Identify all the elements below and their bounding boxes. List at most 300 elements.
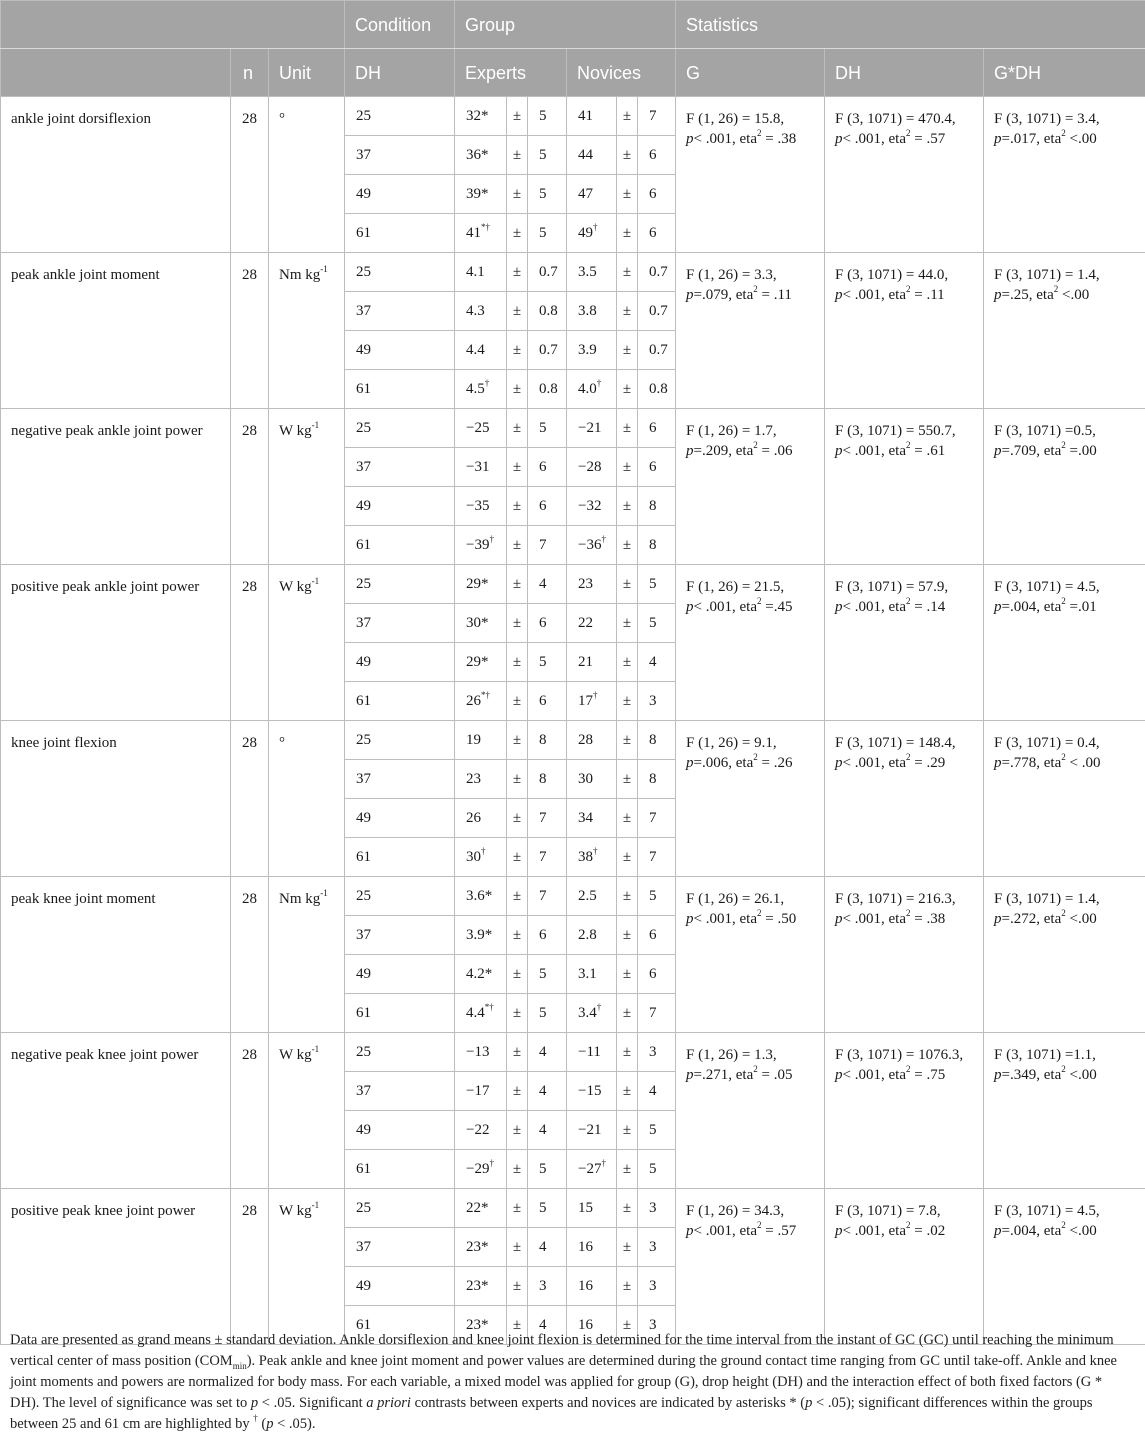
novices-pm: ± [617,136,638,175]
novices-sd: 3 [638,1189,676,1228]
experts-mean-value: 23* [466,1239,489,1255]
table-row [1,877,1145,916]
stat-g-sq: 2 [753,284,758,294]
stat-dh-p: p [835,443,843,459]
drop-height: 61 [345,1306,455,1345]
header-experts: Experts [455,49,567,97]
experts-pm: ± [507,994,528,1033]
novices-mean-value: −21 [578,1122,602,1138]
novices-sd: 6 [638,175,676,214]
novices-mean-marker: † [601,534,606,544]
novices-sd: 3 [638,1306,676,1345]
novices-pm: ± [617,1033,638,1072]
stat-g [676,877,825,1033]
experts-mean [455,838,507,877]
stat-dh [825,721,984,877]
novices-mean [567,370,617,409]
stat-gdh [984,1033,1145,1189]
stat-dh [825,1189,984,1345]
stat-dh-eta: = .29 [910,755,946,771]
novices-sd: 8 [638,760,676,799]
novices-mean [567,1033,617,1072]
experts-sd: 5 [528,214,567,253]
experts-mean-value: 29* [466,654,489,670]
novices-mean [567,604,617,643]
stat-dh-f: F (3, 1071) = 1076.3, [835,1047,964,1063]
header-row-2 [1,49,1145,97]
stat-gdh-sq: 2 [1061,128,1066,138]
experts-pm: ± [507,916,528,955]
experts-mean [455,877,507,916]
stat-dh-sq: 2 [905,284,911,294]
experts-pm: ± [507,1189,528,1228]
stat-g-p: p [686,599,694,615]
header-blank [1,1,345,49]
novices-pm: ± [617,526,638,565]
drop-height: 25 [345,1189,455,1228]
novices-mean [567,565,617,604]
experts-mean [455,604,507,643]
experts-mean-value: 4.5 [466,381,485,397]
experts-mean [455,487,507,526]
stat-g-p: p [686,1223,694,1239]
stat-gdh-sq: 2 [1061,440,1066,450]
stat-gdh-sq: 2 [1061,596,1066,606]
stat-dh-p: p [835,287,843,303]
drop-height: 61 [345,994,455,1033]
stat-g [676,1033,825,1189]
novices-mean-value: 23 [578,576,594,592]
experts-sd: 5 [528,409,567,448]
unit-text: Nm kg [279,891,321,907]
stat-g-sq: 2 [756,596,762,606]
experts-pm: ± [507,1267,528,1306]
novices-sd: 5 [638,565,676,604]
novices-sd: 0.7 [638,331,676,370]
novices-sd: 7 [638,838,676,877]
experts-pm: ± [507,370,528,409]
experts-mean-value: 26 [466,693,482,709]
stat-dh-p: p [835,1223,843,1239]
stat-dh-sq: 2 [905,128,911,138]
novices-pm: ± [617,253,638,292]
drop-height: 25 [345,253,455,292]
novices-mean [567,1189,617,1228]
stat-dh-sq: 2 [905,596,911,606]
stat-g-pval: < .001, eta [693,1223,757,1239]
novices-mean [567,682,617,721]
experts-sd: 4 [528,1072,567,1111]
table-footnote: Data are presented as grand means ± standard deviation. Ankle dorsiflexion and knee joint flexion is determined for the time interval from the instant of GC (GC) until reaching the minimum vertical center of mass position $(COM_{min})$. Peak ankle and knee joint moment and power values are determined during the ground contact time ranging from GC until take-off. Ankle and knee joint moments and powers are normalized for body mass. For each variable, a mixed model was applied for group (G), drop height (DH) and the interaction effect of both fixed factors (G * DH). The level of significance was set to p < .05. Significant a priori contrasts between experts and novices are indicated by asterisks * (p < .05); significant differences within the groups between 25 and 61 cm are highlighted by † (p < .05). [10,1332,1117,1432]
novices-mean-value: 28 [578,732,594,748]
stat-gdh-f: F (3, 1071) = 4.5, [994,1203,1100,1219]
table-row [1,253,1145,292]
stat-g-eta: = .57 [761,1223,797,1239]
novices-pm: ± [617,604,638,643]
novices-mean [567,409,617,448]
stat-gdh [984,721,1145,877]
experts-sd: 5 [528,97,567,136]
drop-height: 61 [345,370,455,409]
experts-mean-value: −17 [466,1083,490,1099]
novices-sd: 6 [638,136,676,175]
stat-gdh-eta: <.00 [1065,911,1097,927]
novices-mean-value: 44 [578,147,594,163]
stat-gdh-f: F (3, 1071) = 1.4, [994,267,1100,283]
variable-name: negative peak ankle joint power [1,409,231,565]
stat-gdh-p: p [994,911,1002,927]
sample-size: 28 [231,1033,269,1189]
header-row-1 [1,1,1145,49]
novices-mean-value: 41 [578,108,594,124]
sample-size: 28 [231,877,269,1033]
drop-height: 49 [345,331,455,370]
experts-mean [455,448,507,487]
header-condition: Condition [345,1,455,49]
experts-mean [455,526,507,565]
novices-mean [567,721,617,760]
novices-sd: 5 [638,1111,676,1150]
experts-pm: ± [507,487,528,526]
stat-g-sq: 2 [756,908,762,918]
experts-pm: ± [507,1150,528,1189]
experts-mean [455,370,507,409]
drop-height: 25 [345,409,455,448]
unit-cell [269,1189,345,1345]
stat-g [676,253,825,409]
novices-mean-value: 21 [578,654,594,670]
stat-dh-f: F (3, 1071) = 216.3, [835,891,956,907]
stat-dh-sq: 2 [905,1064,911,1074]
experts-sd: 6 [528,916,567,955]
stat-g-pval: =.006, eta [693,755,754,771]
unit-text: W kg [279,1047,312,1063]
drop-height: 61 [345,1150,455,1189]
header-unit: Unit [269,49,345,97]
stat-g-sq: 2 [756,1220,762,1230]
table-row [1,1189,1145,1228]
drop-height: 49 [345,955,455,994]
experts-mean-value: 30* [466,615,489,631]
experts-mean [455,409,507,448]
drop-height: 49 [345,1267,455,1306]
stat-dh [825,409,984,565]
experts-mean-value: 4.1 [466,264,485,280]
novices-mean-marker: † [593,222,598,232]
experts-mean-value: 32* [466,108,489,124]
novices-sd: 0.7 [638,292,676,331]
drop-height: 49 [345,1111,455,1150]
drop-height: 61 [345,838,455,877]
table-row [1,1033,1145,1072]
stat-gdh-eta: <.00 [1058,287,1090,303]
experts-mean-value: 3.6* [466,888,493,904]
experts-pm: ± [507,1306,528,1345]
novices-mean-marker: † [596,378,602,388]
novices-sd: 3 [638,1228,676,1267]
stat-g [676,721,825,877]
drop-height: 25 [345,721,455,760]
drop-height: 25 [345,877,455,916]
experts-mean [455,175,507,214]
stat-gdh-p: p [994,1067,1002,1083]
drop-height: 37 [345,292,455,331]
novices-sd: 5 [638,877,676,916]
stat-dh-eta: = .61 [910,443,946,459]
experts-sd: 4 [528,1228,567,1267]
experts-mean [455,292,507,331]
stat-g-pval: < .001, eta [693,131,757,147]
novices-mean [567,799,617,838]
variable-name: knee joint flexion [1,721,231,877]
novices-sd: 8 [638,526,676,565]
sample-size: 28 [231,1189,269,1345]
stat-g-eta: = .11 [757,287,792,303]
novices-pm: ± [617,409,638,448]
novices-mean-value: −32 [578,498,602,514]
experts-mean-marker: *† [481,222,491,232]
novices-pm: ± [617,214,638,253]
novices-mean [567,292,617,331]
experts-mean [455,565,507,604]
stat-g-pval: < .001, eta [693,599,757,615]
experts-mean-value: 41 [466,225,482,241]
novices-mean-value: 16 [578,1278,594,1294]
experts-pm: ± [507,643,528,682]
experts-mean-value: 23* [466,1317,489,1333]
stat-dh-f: F (3, 1071) = 148.4, [835,735,956,751]
stat-dh-pval: < .001, eta [842,443,906,459]
novices-mean-value: 3.1 [578,966,597,982]
experts-mean-marker: † [489,1158,494,1168]
stat-dh-eta: = .11 [910,287,945,303]
experts-sd: 6 [528,682,567,721]
stat-dh-eta: = .02 [910,1223,946,1239]
novices-pm: ± [617,721,638,760]
novices-mean [567,175,617,214]
stat-g-f: F (1, 26) = 1.7, [686,423,777,439]
experts-sd: 7 [528,799,567,838]
stat-gdh-pval: =.709, eta [1001,443,1062,459]
unit-exponent: -1 [311,1044,320,1054]
stat-gdh-pval: =.349, eta [1001,1067,1062,1083]
stat-dh-p: p [835,911,843,927]
stat-g [676,409,825,565]
stat-gdh-sq: 2 [1061,752,1066,762]
experts-sd: 4 [528,1306,567,1345]
experts-sd: 4 [528,565,567,604]
stat-gdh-eta: <.00 [1065,131,1097,147]
novices-mean [567,1228,617,1267]
novices-mean-value: 34 [578,810,594,826]
experts-mean [455,955,507,994]
novices-pm: ± [617,1150,638,1189]
drop-height: 25 [345,565,455,604]
experts-mean-value: 30 [466,849,482,865]
unit-cell [269,877,345,1033]
stat-dh-eta: = .57 [910,131,946,147]
drop-height: 37 [345,760,455,799]
novices-mean [567,487,617,526]
experts-pm: ± [507,721,528,760]
experts-sd: 5 [528,175,567,214]
experts-sd: 5 [528,994,567,1033]
stat-gdh-p: p [994,1223,1002,1239]
experts-pm: ± [507,136,528,175]
header-dh: DH [345,49,455,97]
novices-sd: 7 [638,799,676,838]
stat-g-f: F (1, 26) = 34.3, [686,1203,785,1219]
stat-dh-sq: 2 [905,1220,911,1230]
stat-dh-f: F (3, 1071) = 44.0, [835,267,949,283]
stat-g-sq: 2 [753,1064,758,1074]
experts-sd: 4 [528,1033,567,1072]
sample-size: 28 [231,253,269,409]
novices-sd: 6 [638,214,676,253]
experts-mean [455,136,507,175]
stat-g-eta: = .50 [761,911,797,927]
variable-name: negative peak knee joint power [1,1033,231,1189]
stat-dh-p: p [835,599,843,615]
stat-gdh-f: F (3, 1071) = 4.5, [994,579,1100,595]
stat-dh-f: F (3, 1071) = 470.4, [835,111,956,127]
experts-mean [455,799,507,838]
experts-mean [455,682,507,721]
stat-gdh-sq: 2 [1061,1220,1066,1230]
stat-dh-pval: < .001, eta [842,755,906,771]
header-group: Group [455,1,676,49]
stat-gdh-sq: 2 [1053,284,1059,294]
novices-pm: ± [617,565,638,604]
stat-dh-pval: < .001, eta [842,287,906,303]
novices-sd: 5 [638,1150,676,1189]
drop-height: 61 [345,526,455,565]
novices-mean [567,838,617,877]
drop-height: 49 [345,175,455,214]
experts-mean-marker: *† [484,1002,494,1012]
stat-g-eta: = .06 [757,443,793,459]
stat-dh-p: p [835,131,843,147]
stat-gdh [984,253,1145,409]
novices-sd: 4 [638,1072,676,1111]
novices-mean [567,877,617,916]
stat-dh [825,253,984,409]
stat-g-f: F (1, 26) = 9.1, [686,735,777,751]
experts-pm: ± [507,97,528,136]
unit-exponent: -1 [320,888,328,898]
stat-gdh-f: F (3, 1071) = 3.4, [994,111,1100,127]
stat-g-f: F (1, 26) = 3.3, [686,267,777,283]
stat-gdh-p: p [994,599,1002,615]
stat-gdh [984,1189,1145,1345]
novices-mean-value: −21 [578,420,602,436]
variable-name: positive peak ankle joint power [1,565,231,721]
novices-sd: 7 [638,97,676,136]
stat-dh-p: p [835,1067,843,1083]
experts-sd: 7 [528,526,567,565]
unit-cell [269,565,345,721]
header-n: n [231,49,269,97]
experts-pm: ± [507,565,528,604]
stat-dh-f: F (3, 1071) = 550.7, [835,423,956,439]
variable-name: positive peak knee joint power [1,1189,231,1345]
novices-mean-value: −11 [578,1044,601,1060]
experts-mean [455,1228,507,1267]
stat-g-sq: 2 [753,752,758,762]
novices-pm: ± [617,799,638,838]
drop-height: 37 [345,1072,455,1111]
stat-gdh-sq: 2 [1061,1064,1066,1074]
experts-mean [455,253,507,292]
novices-mean [567,214,617,253]
novices-mean-value: 3.4 [578,1005,597,1021]
experts-mean [455,1033,507,1072]
experts-pm: ± [507,955,528,994]
experts-mean-value: 39* [466,186,489,202]
experts-pm: ± [507,682,528,721]
experts-mean-value: 4.4 [466,342,485,358]
novices-mean [567,526,617,565]
experts-mean-value: 4.3 [466,303,485,319]
stat-gdh [984,409,1145,565]
novices-pm: ± [617,916,638,955]
stat-gdh [984,565,1145,721]
stat-gdh-p: p [994,755,1002,771]
header-variable-blank [1,49,231,97]
stat-g-f: F (1, 26) = 15.8, [686,111,785,127]
header-novices: Novices [567,49,676,97]
header-gdh: G*DH [984,49,1145,97]
stat-gdh-eta: <.00 [1065,1223,1097,1239]
experts-mean-value: 4.2* [466,966,493,982]
drop-height: 37 [345,604,455,643]
novices-pm: ± [617,1228,638,1267]
drop-height: 37 [345,1228,455,1267]
experts-mean-value: −29 [466,1161,490,1177]
unit-cell [269,1033,345,1189]
experts-mean-marker: *† [481,690,491,700]
stat-dh-sq: 2 [905,752,911,762]
drop-height: 49 [345,487,455,526]
novices-mean [567,448,617,487]
experts-pm: ± [507,331,528,370]
drop-height: 37 [345,916,455,955]
drop-height: 25 [345,1033,455,1072]
unit-cell [269,97,345,253]
experts-mean [455,994,507,1033]
experts-pm: ± [507,175,528,214]
experts-pm: ± [507,1072,528,1111]
experts-mean-value: −35 [466,498,490,514]
novices-pm: ± [617,97,638,136]
experts-sd: 5 [528,955,567,994]
novices-sd: 7 [638,994,676,1033]
unit-text: W kg [279,1203,312,1219]
stat-g-eta: = .38 [761,131,797,147]
stat-g-f: F (1, 26) = 21.5, [686,579,785,595]
unit-exponent: -1 [320,264,328,274]
stat-gdh-p: p [994,131,1002,147]
stat-g-f: F (1, 26) = 26.1, [686,891,785,907]
stat-dh-pval: < .001, eta [842,599,906,615]
stat-g-p: p [686,755,694,771]
experts-pm: ± [507,838,528,877]
stat-dh-pval: < .001, eta [842,1067,906,1083]
novices-pm: ± [617,838,638,877]
experts-sd: 0.7 [528,253,567,292]
stat-gdh-eta: <.00 [1065,1067,1097,1083]
experts-sd: 0.8 [528,370,567,409]
